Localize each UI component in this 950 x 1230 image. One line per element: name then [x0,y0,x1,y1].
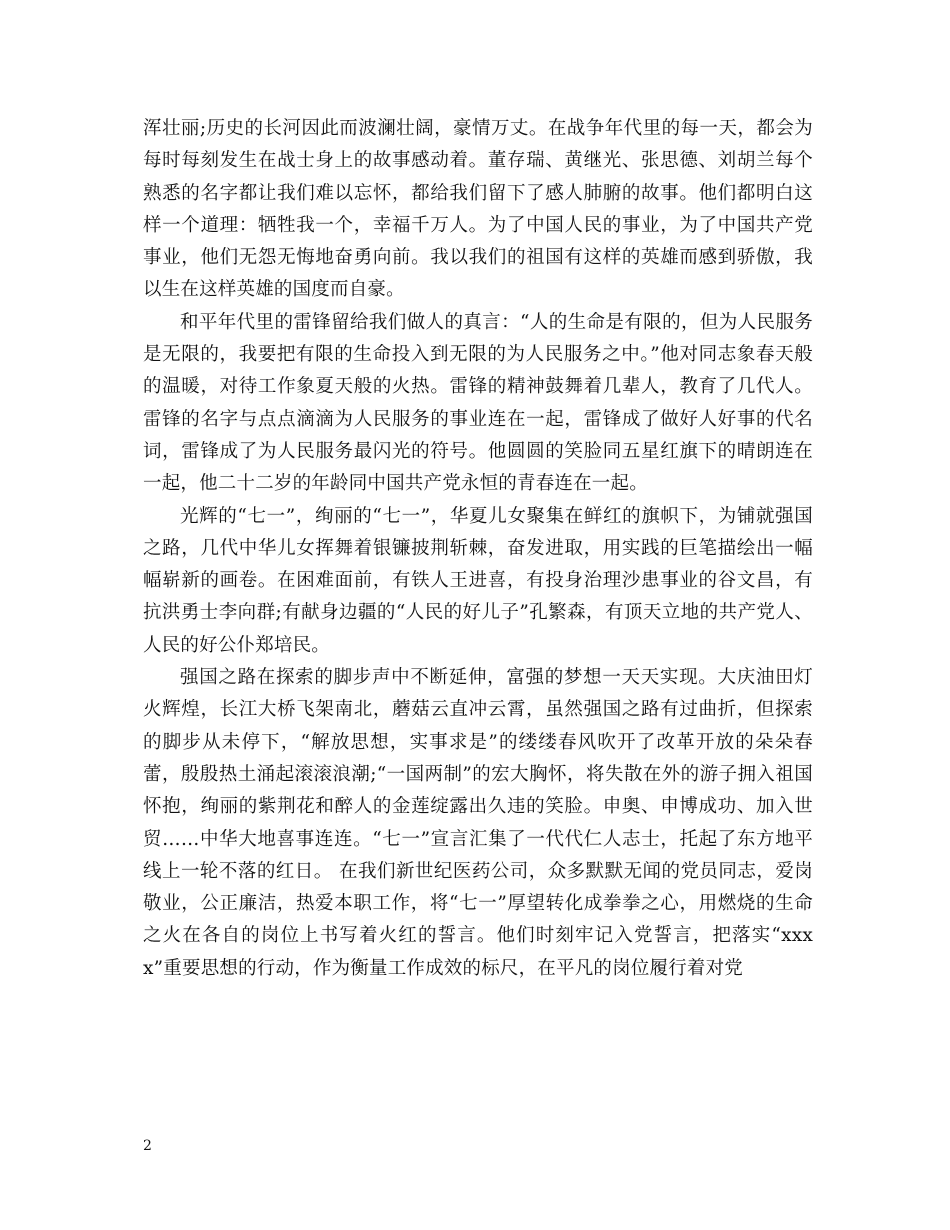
body-text [143,113,813,985]
paragraph-4: 强国之路在探索的脚步声中不断延伸，富强的梦想一天天实现。大庆油田灯火辉煌，长江大桥飞架南北，蘑菇云直冲云霄，虽然强国之路有过曲折，但探索的脚步从未停下，“解放思想，实事求是”的缕缕春风吹开了改革开放的朵朵春蕾，殷殷热土涌起滚滚浪潮;“一国两制”的宏大胸怀，将失散在外的游子拥入祖国怀抱，绚丽的紫荆花和醉人的金莲绽露出久违的笑脸。申奥、申博成功、加入世贸……中华大地喜事连连。“七一”宣言汇集了一代代仁人志士，托起了东方地平线上一轮不落的红日。 在我们新世纪医药公司，众多默默无闻的党员同志，爱岗敬业，公正廉洁，热爱本职工作，将“七一”厚望转化成拳拳之心，用燃烧的生命之火在各自的岗位上书写着火红的誓言。他们时刻牢记入党誓言，把落实“xxxx”重要思想的行动，作为衡量工作成效的标尺，在平凡的岗位履行着对党 [143,667,813,979]
paragraph-2: 和平年代里的雷锋留给我们做人的真言：“人的生命是有限的，但为人民服务是无限的，我要把有限的生命投入到无限的为人民服务之中。”他对同志象春天般的温暖，对待工作象夏天般的火热。雷锋的精神鼓舞着几辈人，教育了几代人。雷锋的名字与点点滴滴为人民服务的事业连在一起，雷锋成了做好人好事的代名词，雷锋成了为人民服务最闪光的符号。他圆圆的笑脸同五星红旗下的晴朗连在一起，他二十二岁的年龄同中国共产党永恒的青春连在一起。 [143,311,813,495]
paragraph-3: 光辉的“七一”，绚丽的“七一”，华夏儿女聚集在鲜红的旗帜下，为铺就强国之路，几代中华儿女挥舞着银镰披荆斩棘，奋发进取，用实践的巨笔描绘出一幅幅崭新的画卷。在困难面前，有铁人王进喜，有投身治理沙患事业的谷文昌，有抗洪勇士李向群;有献身边疆的“人民的好儿子”孔繁森，有顶天立地的共产党人、人民的好公仆郑培民。 [143,505,813,656]
page-number: 2 [143,1138,152,1154]
paragraph-1: 浑壮丽;历史的长河因此而波澜壮阔，豪情万丈。在战争年代里的每一天，都会为每时每刻发生在战士身上的故事感动着。董存瑞、黄继光、张思德、刘胡兰每个熟悉的名字都让我们难以忘怀，都给我们留下了感人肺腑的故事。他们都明白这样一个道理：牺牲我一个，幸福千万人。为了中国人民的事业，为了中国共产党事业，他们无怨无悔地奋勇向前。我以我们的祖国有这样的英雄而感到骄傲，我以生在这样英雄的国度而自豪。 [143,118,813,301]
